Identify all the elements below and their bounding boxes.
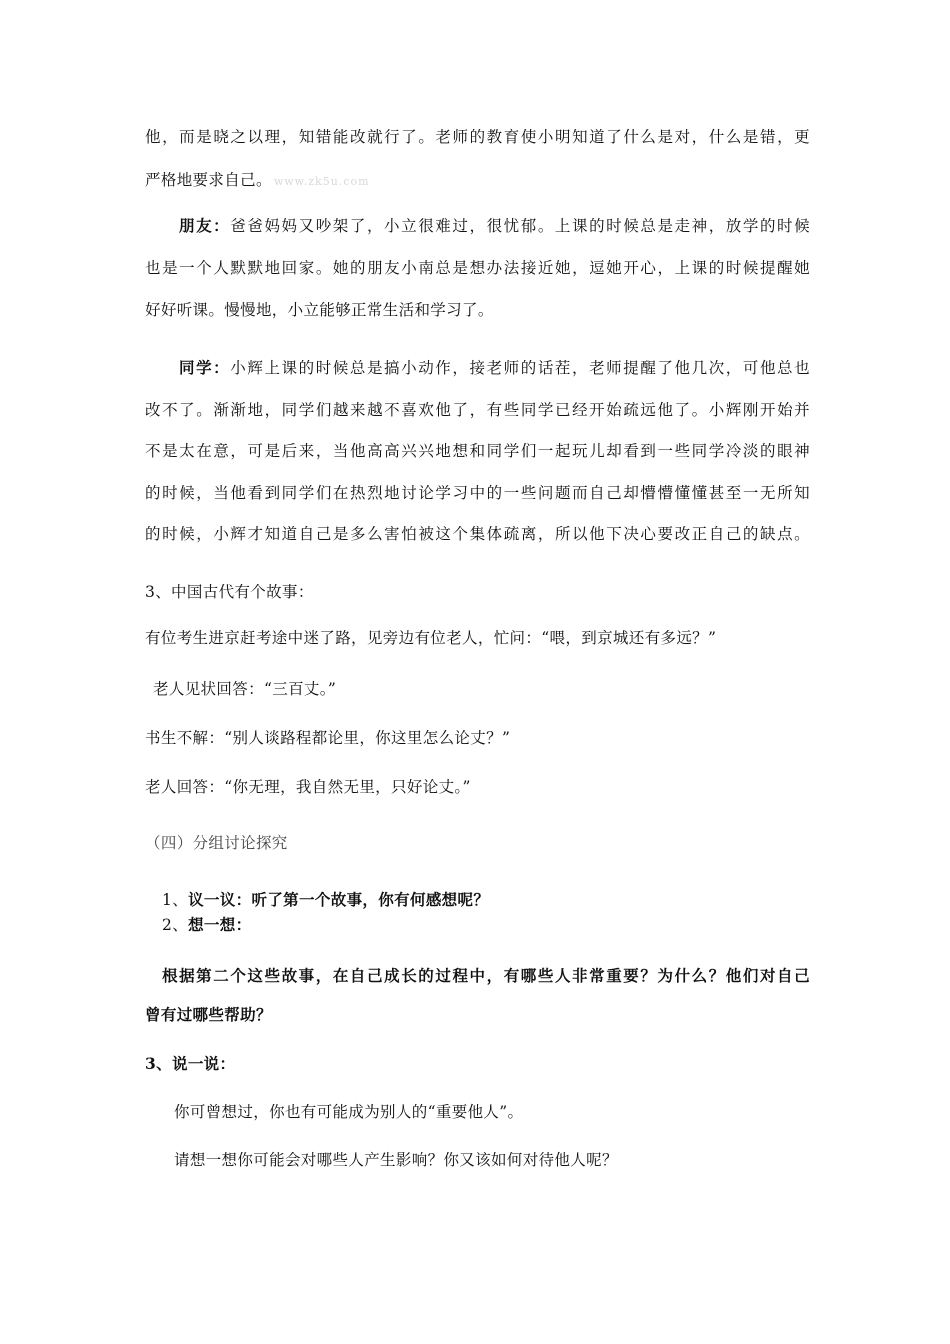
story-line-1: 有位考生进京赶考途中迷了路，见旁边有位老人，忙问：“喂，到京城还有多远？” xyxy=(145,629,717,647)
question-2-body-line-2: 曾有过哪些帮助？ xyxy=(145,1005,272,1024)
story-line-2: 老人见状回答：“三百丈。” xyxy=(153,680,337,698)
question-3-line-1: 你可曾想过，你也有可能成为别人的“重要他人”。 xyxy=(174,1103,524,1121)
paragraph-classmate-line-5: 的时候，小辉才知道自己是多么害怕被这个集体疏离，所以他下决心要改正自己的缺点。 xyxy=(145,525,810,543)
paragraph-teacher-line-2 xyxy=(145,170,810,192)
question-2-number: 2、 xyxy=(162,916,189,934)
paragraph-teacher-text: 严格地要求自己。 xyxy=(145,171,272,189)
watermark-text: www.zk5u.com xyxy=(273,175,370,188)
question-3-line-2: 请想一想你可能会对哪些人产生影响？你又该如何对待他人呢？ xyxy=(174,1151,618,1169)
paragraph-classmate-line-1 xyxy=(179,358,810,378)
story-line-4: 老人回答：“你无理，我自然无里，只好论丈。” xyxy=(145,778,471,796)
paragraph-classmate-line-3: 不是太在意，可是后来，当他高高兴兴地想和同学们一起玩儿却看到一些同学冷淡的眼神 xyxy=(145,442,810,460)
classmate-label: 同学： xyxy=(179,358,231,377)
paragraph-friend-line-3: 好好听课。慢慢地，小立能够正常生活和学习了。 xyxy=(145,301,494,319)
story-line-3: 书生不解：“别人谈路程都论里，你这里怎么论丈？” xyxy=(145,729,511,747)
classmate-text-1: 小辉上课的时候总是搞小动作，接老师的话茬，老师提醒了他几次，可他总也 xyxy=(230,359,810,377)
section-4-title: （四）分组讨论探究 xyxy=(145,834,288,852)
question-1-text: 议一议：听了第一个故事，你有何感想呢？ xyxy=(188,890,490,909)
question-1 xyxy=(162,890,810,910)
question-2-body-line-1: 根据第二个这些故事，在自己成长的过程中，有哪些人非常重要？为什么？他们对自己 xyxy=(162,966,810,985)
friend-text-1: 爸爸妈妈又吵架了，小立很难过，很忧郁。上课的时候总是走神，放学的时候 xyxy=(230,217,810,235)
section-3-title: 3、中国古代有个故事： xyxy=(145,583,314,601)
paragraph-teacher-line-1: 他，而是晓之以理，知错能改就行了。老师的教育使小明知道了什么是对，什么是错，更 xyxy=(145,128,810,146)
paragraph-classmate-line-4: 的时候，当他看到同学们在热烈地讨论学习中的一些问题而自己却懵懵懂懂甚至一无所知 xyxy=(145,484,810,502)
friend-label: 朋友： xyxy=(179,216,231,235)
question-1-number: 1、 xyxy=(162,891,189,909)
question-3-title: 3、说一说： xyxy=(145,1054,236,1073)
question-2-text: 想一想： xyxy=(188,915,252,934)
question-2 xyxy=(162,915,810,935)
paragraph-classmate-line-2: 改不了。渐渐地，同学们越来越不喜欢他了，有些同学已经开始疏远他了。小辉刚开始并 xyxy=(145,401,810,419)
paragraph-friend-line-1 xyxy=(179,216,810,236)
paragraph-friend-line-2: 也是一个人默默地回家。她的朋友小南总是想办法接近她，逗她开心，上课的时候提醒她 xyxy=(145,259,810,277)
